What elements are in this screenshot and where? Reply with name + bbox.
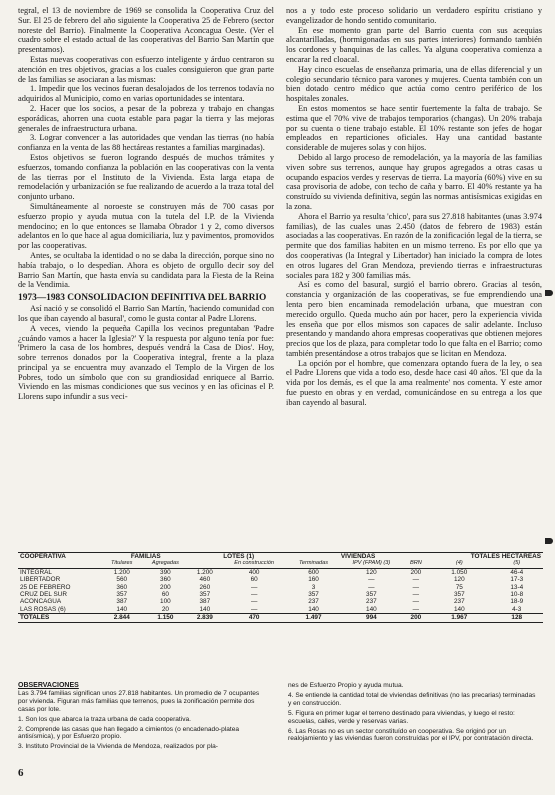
th-sub <box>189 560 220 568</box>
section-heading: 1973—1983 CONSOLIDACION DEFINITIVA DEL BARRIO <box>18 293 267 304</box>
paragraph: Simultáneamente al noroeste se construyen más de 700 casas por esfuerzo propio y ayuda mutua con la tutela del I.P. de la Vivienda mendocino; en lo que entonces se llamaba Obrador 1 y 2, como diversos adelantos en lo que hace al agua domiciliaria, luz y pavimentos, promovidos por las cooperativas. <box>18 201 274 251</box>
margin-mark <box>545 290 553 296</box>
observacion-note: 6. Las Rosas no es un sector constituído en cooperativa. Se originó por un realojamiento y las viviendas fueron construídas por el IPV, por contratación directa. <box>288 727 534 743</box>
table-cell: 140 <box>453 605 465 613</box>
table-cell: 994 <box>339 614 404 622</box>
paragraph: tegral, el 13 de noviembre de 1969 se consolida la Cooperativa Cruz del Sur. El 25 de febrero del año siguiente la Cooperativa 25 de Febrero (sector noreste del Barrio). Finalmente la Cooperativa Aconcagua Oeste. (Ver el cuadro sobre el estado actual de las cooperativas del Barrio San Martín que presentamos). <box>18 6 274 55</box>
paragraph: 1. Impedir que los vecinos fueran desalojados de los terrenos todavía no adquiridos al Municipio, como en varias oportunidades se intentara. <box>18 84 274 104</box>
table-body <box>18 568 543 622</box>
table-cell: 357 <box>116 591 128 599</box>
observacion-note: 5. Figura en primer lugar el terreno destinado para viviendas, y luego el resto: escuelas, calles, verde y reservas varias. <box>288 709 515 725</box>
table-row <box>18 584 543 591</box>
document-page <box>18 6 543 788</box>
table-cell: 10-8 <box>510 591 524 599</box>
observacion-note: 2. Comprende las casas que han llegado a cimientos (o encadenado-platea antisísmica), y por Esfuerzo propio. <box>18 725 240 741</box>
table-cell: 1.150 <box>141 614 189 622</box>
th-sub: Titulares <box>102 560 141 568</box>
cooperatives-table <box>18 552 543 623</box>
table-cell: 13-4 <box>510 583 524 591</box>
table-cell: 200 <box>160 583 171 591</box>
table-row <box>18 606 543 614</box>
table-cell: 17-3 <box>510 576 524 584</box>
observaciones-title: OBSERVACIONES <box>18 682 79 689</box>
table-cell: 18-9 <box>510 598 524 606</box>
table-cell: — <box>412 598 420 606</box>
table-cell: 360 <box>116 583 128 591</box>
observacion-note: nes de Esfuerzo Propio y ayuda mutua. <box>288 682 404 689</box>
table-row <box>18 598 543 605</box>
observacion-note: 4. Se entiende la cantidad total de viviendas definitivas (no las precarias) terminadas y en construcción. <box>288 691 536 707</box>
th-cooperativa: COOPERATIVA <box>18 553 102 561</box>
table-cell: 60 <box>161 591 169 599</box>
page-number: 6 <box>18 767 24 779</box>
table-cell: — <box>412 605 420 613</box>
table-cell: — <box>250 583 258 591</box>
table-cell: 140 <box>366 605 377 613</box>
th-viviendas: VIVIENDAS <box>288 553 428 561</box>
cell-cooperativa: 25 DE FEBRERO <box>20 583 71 591</box>
table-cell: 3 <box>311 583 316 591</box>
table-cell: 357 <box>308 591 319 599</box>
table-cell: 140 <box>308 605 319 613</box>
table-cell: 120 <box>453 576 465 584</box>
paragraph: 2. Hacer que los socios, a pesar de la pobreza y trabajo en changas esporádicas, ahorren una cuota estable para pagar la tierra y las mejoras generales de infraestructura urbana. <box>18 103 274 133</box>
th-sub: (4) <box>428 560 490 568</box>
paragraph: Así nació y se consolidó el Barrio San Martín, 'haciendo comunidad con los que iban cayendo al basural', como le gusta contar al Padre Llorens. <box>18 304 274 323</box>
table-cell: 237 <box>453 598 465 606</box>
table-header-row <box>18 553 543 561</box>
table-subheader-row <box>18 560 543 568</box>
table-cell: 140 <box>116 605 128 613</box>
table-cell: 2.844 <box>102 614 141 622</box>
th-sub: BRN <box>404 560 428 568</box>
th-totales: TOTALES HECTAREAS <box>428 553 543 561</box>
table-cell: 1.050 <box>451 568 468 576</box>
observaciones-right <box>288 682 540 745</box>
observacion-note: 1. Son los que abarca la traza urbana de cada cooperativa. <box>18 715 192 723</box>
th-sub: Agregadas <box>141 560 189 568</box>
observacion-note: Las 3.794 familias significan unos 27.818 habitantes. Un promedio de 7 ocupantes por vivienda. Figuran más familias que terrenos, pues la zonificación permite dos casas por lote. <box>18 689 260 713</box>
table-cell: 357 <box>199 591 211 599</box>
paragraph: Estas nuevas cooperativas con esfuerzo inteligente y árduo centraron su atención en tres objetivos, gracias a los cuales consiguieron que gran parte de las familias se asociaran a las mismas: <box>18 54 274 84</box>
th-sub: IPV (FPAM) (3) <box>339 560 404 568</box>
table-cell: 387 <box>116 598 128 606</box>
paragraph: A veces, viendo la pequeña Capilla los vecinos preguntaban 'Padre ¿cuándo vamos a hacer la Iglesia?' Y la respuesta por alguno tenía por fue: 'Primero la casa de los hombres, después vendrá la Casa de Dios'. Hoy, sobre terrenos donados por la Cooperativa integral, frente a la plaza principal ya se encuentra muy avanzado el Templo de la Virgen de los Pobres, todo un símbolo que con su grandiosidad enriquece al Barrio. Viviendo en las mismas condiciones que sus vecinos y en las oficinas el P. Llorens supo infundir a sus veci- <box>18 323 274 402</box>
table-cell: — <box>412 583 420 591</box>
cell-cooperativa: LIBERTADOR <box>20 576 61 584</box>
table-cell: 160 <box>308 576 319 584</box>
article-columns <box>18 6 543 546</box>
table-cell: 237 <box>366 598 377 606</box>
observaciones <box>18 682 543 782</box>
table-row <box>18 591 543 598</box>
cell-cooperativa: INTEGRAL <box>20 568 52 576</box>
table-cell: — <box>250 598 258 606</box>
paragraph: Hay cinco escuelas de enseñanza primaria, una de ellas diferencial y un colegio secundario técnico para varones y mujeres. Cuenta también con un bien dotado centro médico que actúa como centro periférico de los hospitales zonales. <box>286 64 542 104</box>
table-cell: — <box>368 583 375 591</box>
table-cell: 100 <box>160 598 171 606</box>
table-cell: 360 <box>160 576 171 584</box>
observacion-note: 3. Instituto Provincial de la Vivienda de Mendoza, realizados por pla- <box>18 743 219 751</box>
table-cell: 400 <box>248 568 260 576</box>
table-cell: 140 <box>199 605 211 613</box>
table-cell: 4-3 <box>512 605 522 613</box>
table-cell: 260 <box>199 583 211 591</box>
cell-totales: TOTALES <box>18 614 102 622</box>
cooperatives-table-wrap <box>18 552 543 678</box>
table-cell: 560 <box>116 576 128 584</box>
table-cell: — <box>412 591 420 599</box>
paragraph: 3. Lograr convencer a las autoridades que vendan las tierras (no había confianza en la venta de las 88 hectáreas restantes a familias marginadas). <box>18 133 274 153</box>
paragraph: En ese momento gran parte del Barrio cuenta con sus acequias alcantarilladas, (hormigonadas en sus partes interiores) formando también los cordones y banquinas de las calles. Ya alguna cooperativa comienza a encarar la red cloacal. <box>286 25 542 64</box>
observaciones-left <box>18 682 270 753</box>
paragraph: Antes, se ocultaba la identidad o no se daba la dirección, porque sino no había trabajo, o lo despedían. Ahora es objeto de orgullo decir soy del Barrio San Martín, que hasta envía su candidata para la Fiesta de la Reina de la Vendimia. <box>18 250 274 290</box>
table-cell: 1.200 <box>113 568 130 576</box>
table-cell: 357 <box>366 591 377 599</box>
table-cell: 60 <box>250 576 258 584</box>
table-cell: — <box>250 591 258 599</box>
table-cell: 237 <box>308 598 319 606</box>
table-cell: 128 <box>491 614 543 622</box>
table-cell: 390 <box>160 568 171 576</box>
table-row <box>18 568 543 576</box>
th-familias: FAMILIAS <box>102 553 189 561</box>
table-cell: 1.497 <box>288 614 339 622</box>
paragraph: Así es como del basural, surgió el barrio obrero. Gracias al tesón, constancia y organización de las cooperativas, se fue emprendiendo una lenta pero bien encaminada remodelación urbana, que muestran con merecido orgullo. Queda mucho aún por hacer, pero la experiencia vivida les enseña que por ellos mismos son capaces de salir adelante. Incluso presentando y mandando ahora empresas cooperativas que obtienen mejores precios que los de plaza, para completar todo lo que falta en el Barrio; como también presentándose a otros trabajos que se licitan en Mendoza. <box>286 280 542 358</box>
table-cell: 200 <box>404 614 428 622</box>
table-cell: 1.200 <box>196 568 213 576</box>
table-cell: 387 <box>199 598 211 606</box>
left-column <box>18 6 274 546</box>
paragraph: Debido al largo proceso de remodelación, ya la mayoría de las familias viven sobre sus terrenos, aunque hay grupos agregados a otras casas u ocupando espacios verdes y reservas de tierra. La mayoría (60%) vive en su casa provisoria de adobe, con techo de caña y barro. El 40% restante ya ha construído su vivienda definitiva, según las normas antisísmicas exigidas en la zona. <box>286 152 542 211</box>
paragraph: En estos momentos se hace sentir fuertemente la falta de trabajo. Se estima que el 70% vive de trabajos temporarios (changas). Un 20% trabaja por su cuenta o tiene trabajo estable. El 10% restante son jefes de hogar empleados en reparticiones oficiales. Hay una cantidad bastante considerable de mujeres solas y con hijos. <box>286 103 542 153</box>
table-cell: 1.967 <box>428 614 490 622</box>
cell-cooperativa: CRUZ DEL SUR <box>20 591 67 599</box>
table-cell: 200 <box>410 568 422 576</box>
table-cell: — <box>250 605 258 613</box>
table-cell: 20 <box>161 605 169 613</box>
table-cell: 470 <box>220 614 288 622</box>
table-cell: 460 <box>199 576 211 584</box>
th-sub: (5) <box>491 560 543 568</box>
paragraph: nos a y todo este proceso solidario un verdadero espíritu cristiano y evangelizador de hondo sentido comunitario. <box>286 6 542 25</box>
right-column <box>286 6 542 546</box>
th-sub: Terminadas <box>288 560 339 568</box>
paragraph: Estos objetivos se fueron logrando después de muchos trámites y esfuerzos, tomando confianza la población en las cooperativas con la venta de las tierras por el Instituto de la Vivienda. Esta larga etapa de remodelación y urbanización se fue realizando de acuerdo a la traza total del conjunto urbano. <box>18 152 274 202</box>
margin-mark <box>545 538 553 544</box>
table-cell: 2.839 <box>189 614 220 622</box>
th-sub: En construcción <box>220 560 288 568</box>
cell-cooperativa: LAS ROSAS (6) <box>20 605 66 613</box>
table-total-row <box>18 614 543 622</box>
table-cell: 46-4 <box>510 568 524 576</box>
th-blank <box>18 560 102 568</box>
table-cell: 120 <box>366 568 377 576</box>
cell-cooperativa: ACONCAGUA <box>20 598 62 606</box>
table-cell: 600 <box>308 568 319 576</box>
table-cell: — <box>368 576 375 584</box>
table-cell: 75 <box>455 583 463 591</box>
table-cell: 357 <box>453 591 465 599</box>
paragraph: La opción por el hombre, que comenzara optando fuera de la ley, o sea el Padre Llorens que vida a todo eso, desde hace casi 40 años. 'El que da la vida por los demás, es el que la ama realmente' nos comenta. Y este amor fue puesto en obras y en verdad, comunicándose en su entrega a los que iban cayendo al basural. <box>286 358 542 407</box>
th-lotes: LOTES (1) <box>189 553 288 561</box>
table-row <box>18 576 543 583</box>
table-cell: — <box>412 576 420 584</box>
paragraph: Ahora el Barrio ya resulta 'chico', para sus 27.818 habitantes (unas 3.974 familias), de las cuales unas 2.450 (datos de febrero de 1983) están asociadas a las cooperativas. En razón de la zonificación legal de la tierra, se permite que dos familias habiten en un mismo terreno. Es por ello que ya dos cooperativas (la Integral y Libertador) han iniciado la compra de lotes en otros lugares del Gran Mendoza, previendo tierras e infraestructuras sociales para 182 y 300 familias más. <box>286 211 542 280</box>
